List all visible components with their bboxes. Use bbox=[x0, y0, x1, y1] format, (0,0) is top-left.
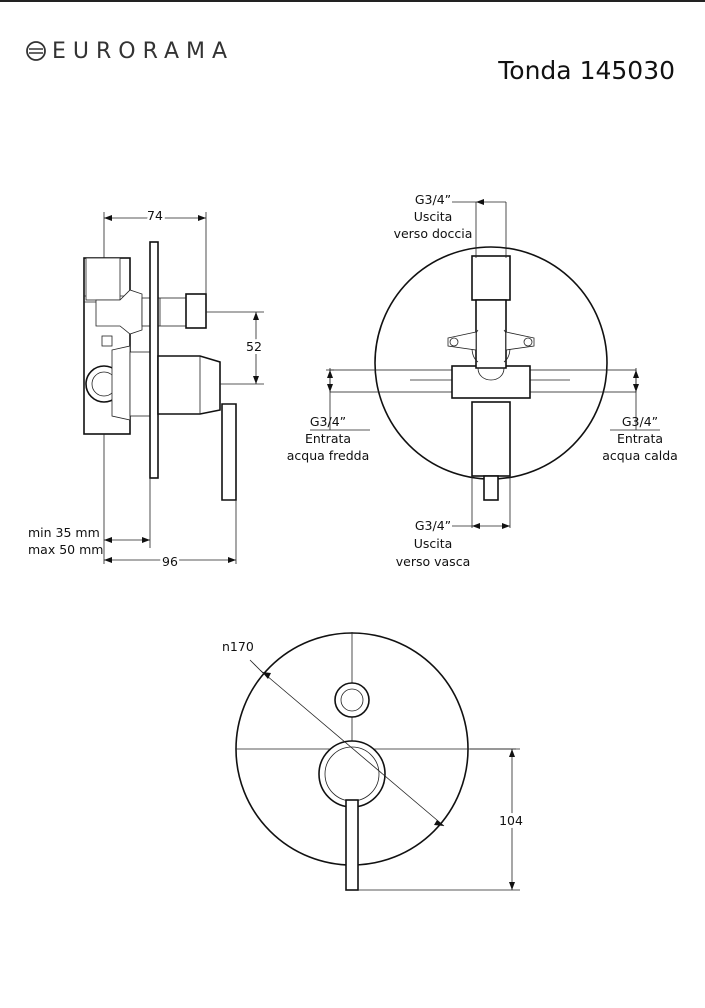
brand-name: EURORAMA bbox=[52, 38, 235, 64]
dim-label-104: 104 bbox=[499, 813, 523, 828]
rear-bottom-outlet bbox=[472, 402, 510, 476]
rear-valve-body bbox=[452, 366, 530, 398]
rear-left-thread: G3/4” bbox=[309, 414, 347, 429]
rear-right-line1: Entrata bbox=[616, 431, 664, 446]
front-diameter-label: n170 bbox=[222, 639, 254, 654]
front-diverter-knob bbox=[335, 683, 369, 717]
rear-view bbox=[287, 192, 678, 569]
side-wall-plate bbox=[150, 242, 158, 478]
rear-top-line2: verso doccia bbox=[393, 226, 473, 241]
dim-label-52: 52 bbox=[246, 339, 262, 354]
rear-top-line1: Uscita bbox=[413, 209, 453, 224]
rear-left-line1: Entrata bbox=[304, 431, 352, 446]
side-diverter-knob bbox=[186, 294, 206, 328]
side-view bbox=[28, 208, 264, 569]
rear-top-thread: G3/4” bbox=[414, 192, 452, 207]
rear-left-line2: acqua fredda bbox=[286, 448, 370, 463]
dim-label-96: 96 bbox=[162, 554, 178, 569]
rear-bottom-line1: Uscita bbox=[413, 536, 453, 551]
dim-label-wall-max: max 50 mm bbox=[28, 542, 104, 557]
rear-right-thread: G3/4” bbox=[621, 414, 659, 429]
dim-label-74: 74 bbox=[147, 208, 163, 223]
model-title: Tonda 145030 bbox=[498, 56, 675, 85]
side-lever bbox=[222, 404, 236, 500]
rear-top-outlet bbox=[472, 256, 510, 300]
front-lever bbox=[346, 800, 358, 890]
front-view bbox=[222, 632, 523, 890]
rear-bottom-thread: G3/4” bbox=[414, 518, 452, 533]
side-handle-cap bbox=[158, 356, 220, 414]
side-top-connector bbox=[86, 258, 120, 300]
rear-bottom-line2: verso vasca bbox=[395, 554, 471, 569]
dim-label-wall-min: min 35 mm bbox=[28, 525, 100, 540]
rear-right-line2: acqua calda bbox=[602, 448, 678, 463]
side-small-fitting bbox=[102, 336, 112, 346]
front-handle-outer bbox=[319, 741, 385, 807]
